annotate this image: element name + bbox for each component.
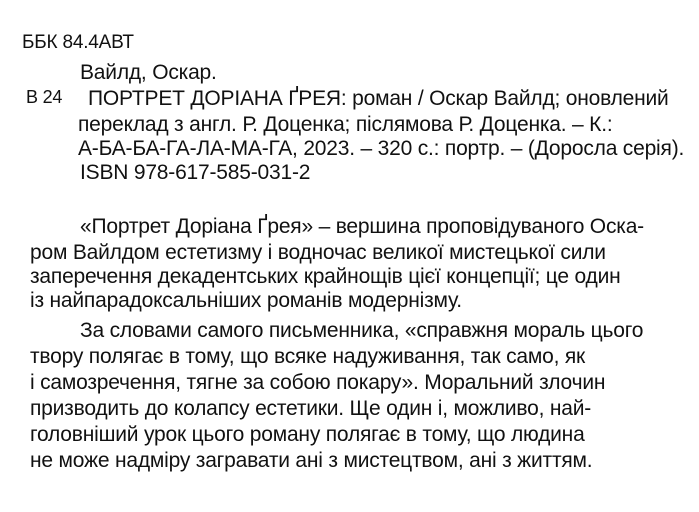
author-name: Вайлд, Оскар. xyxy=(80,61,217,84)
bbk-classification: ББК 84.4АВТ xyxy=(22,32,134,53)
abstract-paragraph-line: заперечення декадентських крайнощів цієї концепції; це один xyxy=(30,265,621,288)
abstract-paragraph-line: призводить до колапсу естетики. Ще один і, можливо, най- xyxy=(30,397,592,420)
bibliographic-description-line: переклад з англ. Р. Доценка; післямова Р. Доценка. – К.: xyxy=(78,113,613,136)
abstract-paragraph-line: із найпарадоксальніших романів модернізму. xyxy=(30,289,462,312)
bibliographic-description-line: ПОРТРЕТ ДОРІАНА ҐРЕЯ: роман / Оскар Вайлд; оновлений xyxy=(88,87,669,110)
abstract-paragraph-line: не може надміру загравати ані з мистецтвом, ані з життям. xyxy=(30,449,593,472)
bibliographic-description-line: А-БА-БА-ГА-ЛА-МА-ГА, 2023. – 320 с.: портр. – (Доросла серія). xyxy=(78,137,685,160)
abstract-paragraph-line: головніший урок цього роману полягає в тому, що людина xyxy=(30,423,585,446)
abstract-paragraph-line: «Портрет Доріана Ґрея» – вершина проповідуваного Оска- xyxy=(80,215,644,238)
abstract-paragraph-line: і самозречення, тягне за собою покару». Моральний злочин xyxy=(30,371,606,394)
author-code: В 24 xyxy=(26,87,63,107)
abstract-paragraph-line: твору полягає в тому, що всяке надуживання, так само, як xyxy=(30,345,586,368)
abstract-paragraph-line: За словами самого письменника, «справжня мораль цього xyxy=(80,319,644,342)
abstract-paragraph-line: ром Вайлдом естетизму і водночас великої мистецької сили xyxy=(30,241,606,264)
isbn-number: ISBN 978-617-585-031-2 xyxy=(80,161,311,184)
